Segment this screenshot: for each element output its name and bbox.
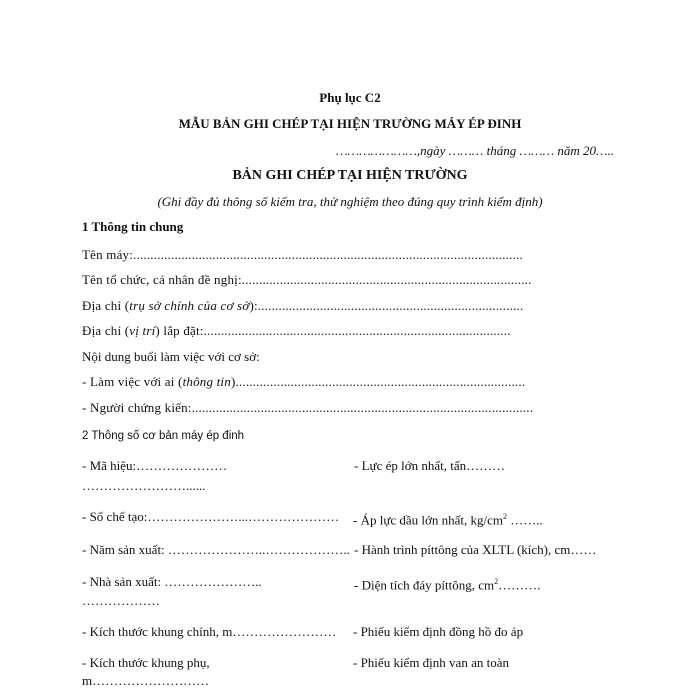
machine-name-field: Tên máy:.................................................................................................................: [82, 247, 523, 262]
piston-area-unit-exp: 2: [494, 577, 499, 586]
stroke-field: - Hành trình píttông của XLTL (kích), cm……: [354, 542, 597, 557]
max-oil-pressure-unit-exp: 2: [503, 512, 508, 521]
max-oil-pressure-end: ……..: [507, 512, 543, 528]
section2-heading: 2 Thông số cơ bản máy ép đinh: [82, 430, 245, 442]
address-prefix: Địa chỉ (: [82, 298, 130, 313]
address-field: [82, 298, 523, 314]
sub-frame-field-cont: m………………………: [82, 673, 210, 688]
location-prefix: Địa chỉ (: [82, 323, 130, 338]
location-field: [82, 323, 511, 339]
serial-field: - Số chế tạo:…………………...…………………: [82, 509, 340, 524]
section1-heading: 1 Thông tin chung: [82, 219, 184, 234]
record-title: BẢN GHI CHÉP TẠI HIỆN TRƯỜNG: [232, 168, 468, 183]
form-title: MẪU BẢN GHI CHÉP TẠI HIỆN TRƯỜNG MÁY ÉP ĐINH: [178, 116, 522, 131]
witness-field: - Người chứng kiến:...................................................................................................: [82, 400, 534, 415]
location-italic: vị trí: [129, 323, 156, 338]
meeting-label: Nội dung buổi làm việc với cơ sở:: [82, 349, 260, 364]
location-suffix: ) lắp đặt:.........................................................................................: [155, 323, 511, 338]
valve-cert-field: - Phiếu kiểm định van an toàn: [353, 655, 509, 670]
main-frame-field: - Kích thước khung chính, m……………………: [82, 624, 337, 639]
record-subtitle: (Ghi đầy đủ thông số kiểm tra, thử nghiệm theo đúng quy trình kiểm định): [157, 194, 543, 209]
sub-frame-field: - Kích thước khung phụ,: [82, 655, 210, 670]
model-field-cont: ……………………......: [82, 478, 206, 493]
address-suffix: ):.............................................................................: [249, 298, 524, 313]
gauge-cert-field: - Phiếu kiểm định đồng hồ đo áp: [353, 624, 524, 639]
work-with-suffix: )....................................................................................: [230, 374, 526, 389]
piston-area-field: [354, 574, 540, 593]
appendix-title: Phụ lục C2: [319, 90, 381, 105]
model-field: - Mã hiệu:…………………: [82, 458, 228, 473]
date-line: …………………,ngày ……… tháng ……… năm 20…..: [336, 143, 615, 158]
manufacturer-field-cont: ………………: [82, 593, 160, 608]
piston-area-end: ……….: [498, 577, 541, 593]
work-with-italic: thông tin: [182, 374, 231, 389]
manufacturer-field: - Nhà sản xuất: …………………..: [82, 574, 262, 589]
address-italic: trụ sở chính của cơ sở: [129, 298, 250, 313]
max-force-field: - Lực ép lớn nhất, tấn………: [354, 458, 506, 473]
max-oil-pressure-label: - Áp lực dầu lớn nhất, kg/cm: [353, 512, 504, 528]
work-with-field: [82, 374, 525, 390]
piston-area-label: - Diện tích đáy píttông, cm: [354, 577, 495, 593]
requester-field: Tên tổ chức, cá nhân đề nghị:....................................................................................: [82, 272, 532, 287]
work-with-prefix: - Làm việc với ai (: [82, 374, 183, 389]
year-field: - Năm sản xuất: …………………..………………..: [82, 542, 350, 557]
max-oil-pressure-field: [353, 509, 543, 528]
